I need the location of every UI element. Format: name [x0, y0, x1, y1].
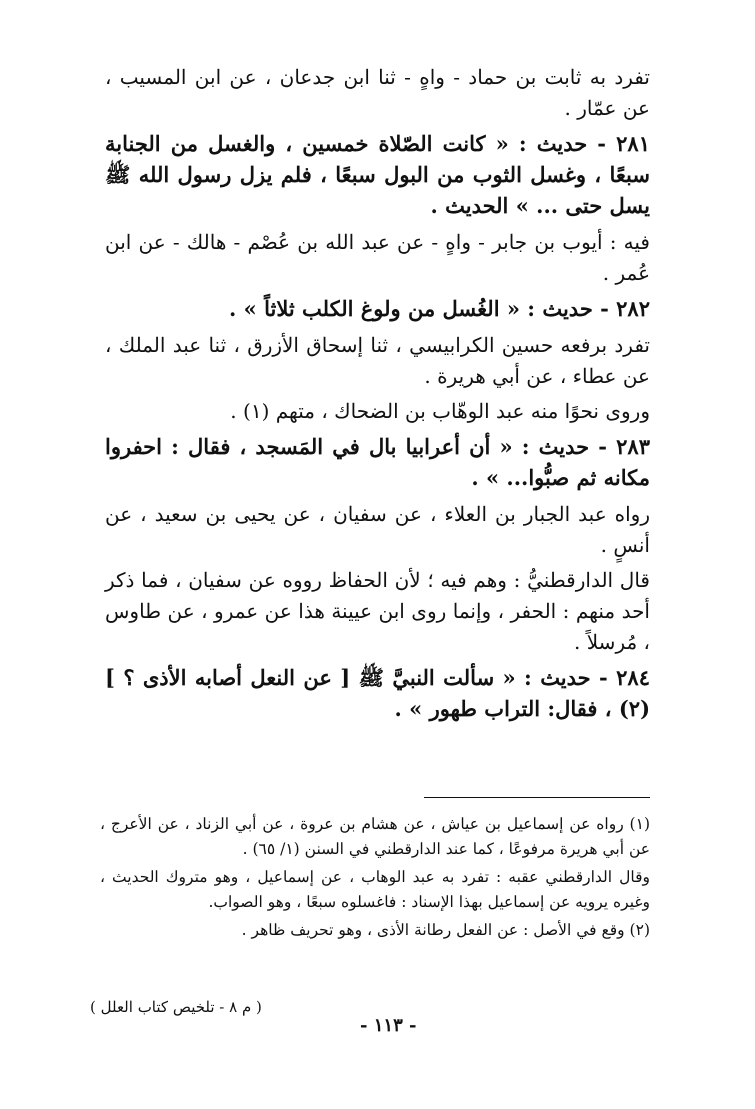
hadith-284: ٢٨٤ - حديث : « سألت النبيَّ ﷺ [ عن النعل أصابه الأذى ؟ ] (٢) ، فقال: التراب طهور » . — [105, 665, 650, 721]
footnote-1-continued: وقال الدارقطني عقبه : تفرد به عبد الوهاب ، عن إسماعيل ، وهو متروك الحديث ، وغيره يرويه عن إسماعيل بهذا الإسناد : فاغسلوه سبعًا ، وهو الصواب. — [100, 868, 650, 911]
page-number: - ١١٣ - — [360, 1015, 417, 1036]
footnote-2: (٢) وقع في الأصل : عن الفعل رطانة الأذى ، وهو تحريف ظاهر . — [241, 921, 650, 939]
paragraph: رواه عبد الجبار بن العلاء ، عن سفيان ، عن يحيى بن سعيد ، عن أنسٍ . — [105, 502, 650, 557]
hadith-282: ٢٨٢ - حديث : « الغُسل من ولوغ الكلب ثلاثاً » . — [229, 296, 650, 321]
paragraph: فيه : أيوب بن جابر - واهٍ - عن عبد الله بن عُصْم - هالك - عن ابن عُمر . — [105, 230, 650, 285]
paragraph: تفرد به ثابت بن حماد - واهٍ - ثنا ابن جدعان ، عن ابن المسيب ، عن عمّار . — [105, 65, 650, 120]
footnote-separator — [424, 797, 650, 798]
paragraph: تفرد برفعه حسين الكرابيسي ، ثنا إسحاق الأزرق ، ثنا عبد الملك ، عن عطاء ، عن أبي هريرة . — [105, 333, 650, 388]
hadith-283: ٢٨٣ - حديث : « أن أعرابيا بال في المَسجد ، فقال : احفروا مكانه ثم صبُّوا... » . — [105, 434, 650, 490]
footnote-1: (١) رواه عن إسماعيل بن عياش ، عن هشام بن عروة ، عن أبي الزناد ، عن الأعرج ، عن أبي هريرة مرفوعًا ، كما عند الدارقطني في السنن (١/ ٦٥) . — [100, 815, 650, 858]
paragraph: قال الدارقطنيُّ : وهم فيه ؛ لأن الحفاظ رووه عن سفيان ، فما ذكر أحد منهم : الحفر ، وإنما روى ابن عيينة هذا عن عمرو ، عن طاوس ، مُرسلاً . — [105, 568, 650, 654]
hadith-281: ٢٨١ - حديث : « كانت الصّلاة خمسين ، والغسل من الجنابة سبعًا ، وغسل الثوب من البول سبعًا ، فلم يزل رسول الله ﷺ يسل حتى ... » الحديث . — [105, 131, 650, 218]
signature-mark: ( م ٨ - تلخيص كتاب العلل ) — [90, 998, 262, 1016]
paragraph: وروى نحوًا منه عبد الوهّاب بن الضحاك ، متهم (١) . — [230, 399, 650, 423]
main-text — [105, 62, 650, 730]
footnotes — [100, 812, 650, 946]
